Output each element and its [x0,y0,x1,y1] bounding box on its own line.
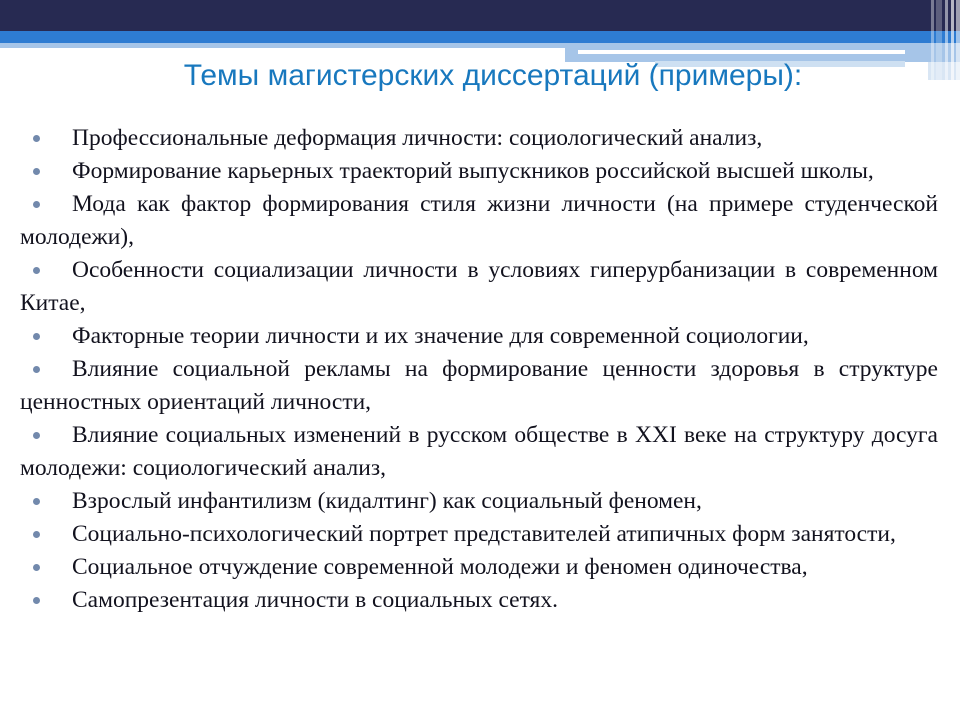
bullet-text: Профессиональные деформация личности: социологический анализ, [72,125,763,151]
bullet-item [20,122,938,155]
bullet-dot-icon [33,168,40,175]
bullet-text: Социально-психологический портрет представителей атипичных форм занятости, [72,521,896,547]
white-accent-stripe [578,50,905,54]
bullet-item [20,320,938,353]
bullet-text: Формирование карьерных траекторий выпускников российской высшей школы, [72,158,874,184]
bullet-text: Взрослый инфантилизм (кидалтинг) как социальный феномен, [72,488,702,514]
bullet-text: Влияние социальных изменений в русском обществе в XXI веке на структуру досуга молодежи: социологический анализ, [20,422,938,481]
slide-title: Темы магистерских диссертаций (примеры): [183,59,803,92]
bullet-item [20,155,938,188]
bullet-item [20,551,938,584]
bullet-item [20,518,938,551]
bullet-dot-icon [33,201,40,208]
bullet-text: Мода как фактор формирования стиля жизни личности (на примере студенческой молодежи), [20,191,938,250]
bullet-text: Особенности социализации личности в условиях гиперурбанизации в современном Китае, [20,257,938,316]
top-navy-bar [0,0,960,31]
bullet-dot-icon [33,531,40,538]
bullet-dot-icon [33,366,40,373]
bullet-item [20,485,938,518]
bullet-dot-icon [33,267,40,274]
bullet-dot-icon [33,135,40,142]
bullet-item [20,188,938,254]
bullet-text: Социальное отчуждение современной молодежи и феномен одиночества, [72,554,808,580]
bullet-dot-icon [33,333,40,340]
bullet-item [20,353,938,419]
bullet-dot-icon [33,498,40,505]
bullet-text: Факторные теории личности и их значение для современной социологии, [72,323,809,349]
bullet-list [0,122,960,617]
top-blue-bar [0,31,960,43]
bullet-dot-icon [33,564,40,571]
bullet-item [20,419,938,485]
bullet-item [20,254,938,320]
bullet-text: Влияние социальной рекламы на формирование ценности здоровья в структуре ценностных ориентаций личности, [20,356,938,415]
bullet-dot-icon [33,432,40,439]
bullet-dot-icon [33,597,40,604]
bullet-item [20,584,938,617]
bullet-text: Самопрезентация личности в социальных сетях. [72,587,558,613]
